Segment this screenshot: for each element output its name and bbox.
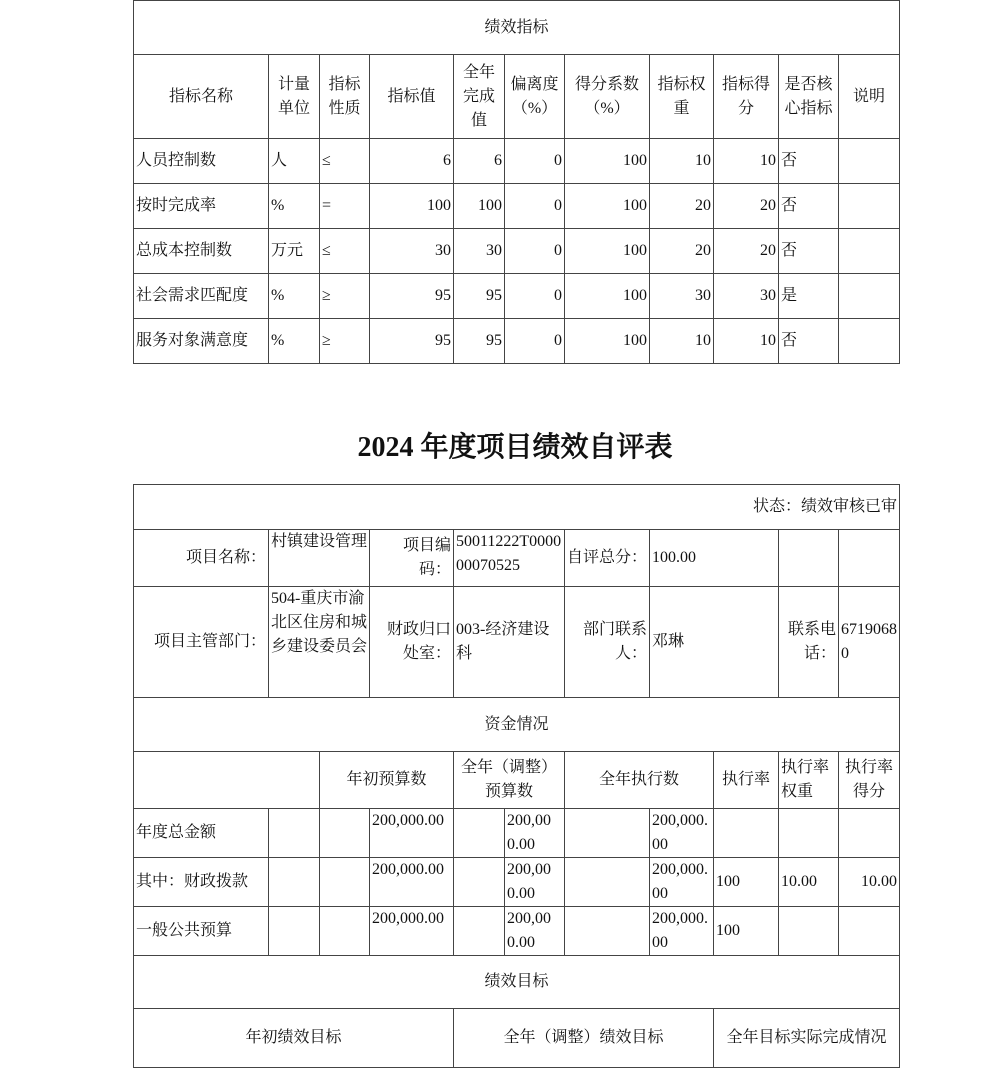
indicator-cell: 0 (505, 319, 565, 364)
indicator-cell: 0 (505, 274, 565, 319)
indicator-cell: 30 (714, 274, 779, 319)
indicator-row (134, 229, 900, 274)
goals-header: 年初绩效目标 (134, 1009, 454, 1068)
indicator-cell: 100 (565, 274, 650, 319)
funds-initial: 200,000.00 (370, 809, 454, 858)
dept-label: 项目主管部门： (134, 587, 269, 698)
indicator-row (134, 319, 900, 364)
goals-section-title: 绩效目标 (134, 956, 900, 1009)
funds-weight: 10.00 (779, 858, 839, 907)
indicator-cell (839, 274, 900, 319)
indicator-header: 是否核心指标 (779, 55, 839, 139)
indicator-cell: 95 (454, 319, 505, 364)
phone-label: 联系电话： (779, 587, 839, 698)
indicator-header: 指标名称 (134, 55, 269, 139)
empty-cell (565, 907, 650, 956)
funds-rate (714, 809, 779, 858)
indicator-cell: % (269, 319, 320, 364)
indicator-cell (839, 229, 900, 274)
indicator-cell: 否 (779, 184, 839, 229)
funds-label: 其中：财政拨款 (134, 858, 269, 907)
indicator-cell: 0 (505, 139, 565, 184)
funds-weight (779, 907, 839, 956)
indicator-cell: ≤ (320, 139, 370, 184)
funds-row (134, 809, 900, 858)
contact-value: 邓琳 (650, 587, 779, 698)
indicator-cell: 100 (565, 229, 650, 274)
indicator-cell: 6 (454, 139, 505, 184)
empty-cell (565, 858, 650, 907)
funds-executed: 200,000.00 (650, 809, 714, 858)
funds-executed: 200,000.00 (650, 907, 714, 956)
indicator-cell: 否 (779, 229, 839, 274)
indicator-cell: ≥ (320, 274, 370, 319)
phone-value: 67190680 (839, 587, 900, 698)
indicator-cell: 100 (454, 184, 505, 229)
goals-header: 全年（调整）绩效目标 (454, 1009, 714, 1068)
funds-adjusted: 200,000.00 (505, 858, 565, 907)
project-code-label: 项目编码： (370, 530, 454, 587)
funds-adjusted: 200,000.00 (505, 809, 565, 858)
indicator-cell: 10 (714, 139, 779, 184)
indicator-cell: 0 (505, 229, 565, 274)
empty-cell (839, 530, 900, 587)
finance-value: 003-经济建设科 (454, 587, 565, 698)
indicator-cell: ≥ (320, 319, 370, 364)
empty-cell (779, 530, 839, 587)
indicator-cell: 20 (650, 184, 714, 229)
project-name: 村镇建设管理 (269, 530, 370, 587)
indicator-header: 指标权重 (650, 55, 714, 139)
empty-cell (320, 907, 370, 956)
indicator-cell: % (269, 274, 320, 319)
indicator-header: 指标性质 (320, 55, 370, 139)
indicator-row (134, 274, 900, 319)
empty-cell (320, 809, 370, 858)
indicator-cell: 总成本控制数 (134, 229, 269, 274)
indicator-cell (839, 139, 900, 184)
indicator-cell: 服务对象满意度 (134, 319, 269, 364)
indicator-row (134, 184, 900, 229)
indicator-cell: 95 (454, 274, 505, 319)
empty-cell (454, 809, 505, 858)
indicator-cell: 20 (650, 229, 714, 274)
empty-cell (454, 858, 505, 907)
dept-value: 504-重庆市渝北区住房和城乡建设委员会 (269, 587, 370, 698)
funds-row (134, 907, 900, 956)
funds-initial: 200,000.00 (370, 907, 454, 956)
indicator-cell: = (320, 184, 370, 229)
funds-header: 全年执行数 (565, 752, 714, 809)
indicator-cell: 6 (370, 139, 454, 184)
score-value: 100.00 (650, 530, 779, 587)
funds-rate: 100 (714, 907, 779, 956)
indicator-cell: 100 (370, 184, 454, 229)
empty-cell (565, 809, 650, 858)
funds-initial: 200,000.00 (370, 858, 454, 907)
indicator-header: 指标值 (370, 55, 454, 139)
indicator-cell: 95 (370, 319, 454, 364)
indicator-cell: ≤ (320, 229, 370, 274)
goals-header: 全年目标实际完成情况 (714, 1009, 900, 1068)
empty-cell (134, 752, 320, 809)
funds-score: 10.00 (839, 858, 900, 907)
indicator-cell: 100 (565, 319, 650, 364)
funds-score (839, 907, 900, 956)
indicator-header: 指标得分 (714, 55, 779, 139)
indicator-cell: % (269, 184, 320, 229)
empty-cell (269, 858, 320, 907)
indicator-cell: 人 (269, 139, 320, 184)
indicator-header-row (134, 55, 900, 139)
project-code: 50011222T000000070525 (454, 530, 565, 587)
indicator-cell: 否 (779, 319, 839, 364)
funds-label: 年度总金额 (134, 809, 269, 858)
indicator-header: 偏离度（%） (505, 55, 565, 139)
indicator-cell: 10 (714, 319, 779, 364)
indicator-cell: 95 (370, 274, 454, 319)
indicator-header: 说明 (839, 55, 900, 139)
funds-header: 执行率 (714, 752, 779, 809)
funds-score (839, 809, 900, 858)
empty-cell (320, 858, 370, 907)
indicator-header: 全年完成值 (454, 55, 505, 139)
indicator-cell: 30 (454, 229, 505, 274)
self-evaluation-table (133, 484, 900, 1068)
page-title: 2024 年度项目绩效自评表 (357, 432, 673, 463)
indicator-cell (839, 184, 900, 229)
funds-header: 全年（调整）预算数 (454, 752, 565, 809)
status-text: 状态：绩效审核已审 (134, 485, 900, 530)
funds-weight (779, 809, 839, 858)
empty-cell (454, 907, 505, 956)
indicator-cell: 10 (650, 139, 714, 184)
project-name-label: 项目名称： (134, 530, 269, 587)
indicator-cell: 100 (565, 139, 650, 184)
indicator-cell: 10 (650, 319, 714, 364)
funds-label: 一般公共预算 (134, 907, 269, 956)
indicator-cell: 按时完成率 (134, 184, 269, 229)
empty-cell (269, 907, 320, 956)
indicator-cell: 100 (565, 184, 650, 229)
indicator-cell: 否 (779, 139, 839, 184)
empty-cell (269, 809, 320, 858)
indicator-cell: 是 (779, 274, 839, 319)
funds-header: 年初预算数 (320, 752, 454, 809)
indicator-row (134, 139, 900, 184)
funds-row (134, 858, 900, 907)
indicator-table (133, 0, 900, 364)
indicator-cell: 20 (714, 184, 779, 229)
indicator-cell: 0 (505, 184, 565, 229)
indicator-cell (839, 319, 900, 364)
contact-label: 部门联系人： (565, 587, 650, 698)
funds-adjusted: 200,000.00 (505, 907, 565, 956)
indicator-cell: 20 (714, 229, 779, 274)
funds-header: 执行率得分 (839, 752, 900, 809)
funds-section-title: 资金情况 (134, 698, 900, 752)
indicator-cell: 人员控制数 (134, 139, 269, 184)
indicator-header: 计量单位 (269, 55, 320, 139)
indicator-cell: 社会需求匹配度 (134, 274, 269, 319)
indicator-cell: 万元 (269, 229, 320, 274)
funds-executed: 200,000.00 (650, 858, 714, 907)
indicator-cell: 30 (650, 274, 714, 319)
score-label: 自评总分： (565, 530, 650, 587)
finance-label: 财政归口处室： (370, 587, 454, 698)
funds-header: 执行率权重 (779, 752, 839, 809)
indicator-cell: 30 (370, 229, 454, 274)
indicator-section-title: 绩效指标 (134, 1, 900, 55)
indicator-header: 得分系数（%） (565, 55, 650, 139)
funds-rate: 100 (714, 858, 779, 907)
